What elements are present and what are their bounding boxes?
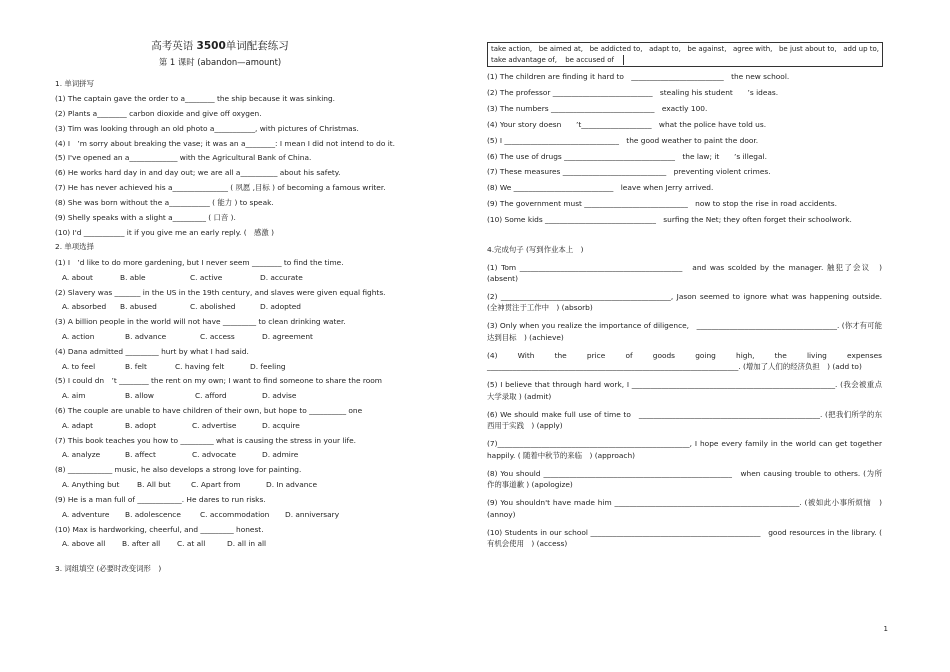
mcq-question: (6) The couple are unable to have children of their own, but hope to __________ one (55, 406, 363, 415)
mcq-options (62, 481, 385, 490)
mcq-options (62, 274, 385, 283)
mcq-option: B. abused (120, 302, 157, 312)
section-3-heading: 3. 词组填空 (必要时改变词形 ) (55, 564, 162, 574)
phrase-bank-entry: adapt to, (649, 45, 681, 53)
mcq-question: (3) A billion people in the world will not have _________ to clean drinking water. (55, 317, 346, 327)
mcq-option: D. advise (262, 391, 297, 401)
section-1-heading: 1. 单词拼写 (55, 78, 94, 88)
mcq-option: D. agreement (262, 331, 313, 341)
sentence-item: (8) You should ___________________________________________________ when causing trouble to others. (为所作的事道歉 ) (apologize) (487, 468, 882, 490)
mcq-option: D. In advance (266, 480, 318, 490)
mcq-option: C. active (190, 272, 223, 282)
phrase-bank (487, 42, 883, 67)
mcq-option: B. advance (125, 331, 167, 341)
phrase-fill-list (487, 73, 882, 225)
spelling-item: (4) I ’m sorry about breaking the vase; it was an a________: I mean I did not intend to do it. (55, 138, 396, 148)
mcq-option: A. aim (62, 391, 86, 401)
spelling-item: (1) The captain gave the order to a________ the ship because it was sinking. (55, 94, 336, 104)
section-2-heading: 2. 单项选择 (55, 242, 94, 252)
mcq-question: (10) Max is hardworking, cheerful, and _________ honest. (55, 524, 264, 534)
mcq-option: C. at all (177, 539, 206, 549)
mcq-options (62, 451, 385, 460)
mcq-options (62, 392, 385, 401)
mcq-option: A. adapt (62, 420, 93, 430)
section-4-heading: 4.完成句子 (写到作业本上 ) (487, 245, 584, 255)
phrase-bank-entry: be addicted to, (589, 45, 643, 53)
mcq-option: A. adventure (62, 509, 110, 519)
phrase-fill-item: (1) The children are finding it hard to _________________________ the new school. (487, 72, 790, 81)
sentence-item: (9) You shouldn't have made him __________________________________________________. (被如此小事所烦恼 ) (annoy) (487, 498, 882, 519)
spelling-item: (6) He works hard day in and day out; we are all a__________ about his safety. (55, 168, 341, 178)
mcq-option: C. having felt (175, 361, 225, 371)
mcq-question: (4) Dana admitted _________ hurt by what I had said. (55, 346, 249, 356)
mcq-option: C. advertise (192, 420, 237, 430)
sentence-item: (5) I believe that through hard work, I _______________________________________________________. (我会被重点大学录取 ) (admit) (487, 380, 882, 401)
phrase-bank-entry: take action, (491, 45, 533, 53)
spelling-item: (3) Tim was looking through an old photo a___________, with pictures of Christmas. (55, 123, 359, 133)
mcq-options (62, 333, 385, 342)
mcq-option: C. advocate (192, 450, 237, 460)
phrase-bank-row (491, 55, 624, 66)
sentence-list (487, 262, 890, 550)
phrase-bank-entry: add up to, (843, 45, 879, 53)
mcq-options (62, 303, 385, 312)
mcq-option: B. felt (125, 361, 147, 371)
mcq-option: D. feeling (250, 361, 286, 371)
mcq-option: C. abolished (190, 302, 236, 312)
lesson-subtitle: 第 1 课时 (abandon—amount) (158, 57, 282, 68)
sentence-item: (4) With the price of goods going high, the living expenses ____________________________________________________________________. (增加了人们的经济负担 ) (add to) (487, 350, 890, 372)
spelling-item: (8) She was born without the a___________ ( 能力 ) to speak. (55, 197, 274, 207)
mcq-question: (5) I could dn ’t ________ the rent on my own; I want to find someone to share the room (55, 376, 382, 386)
sentence-item: (1) Tom ____________________________________________ and was scolded by the manager. 触犯了会议 ) (absent) (487, 262, 882, 284)
title-rest: 单词配套练习 (225, 40, 289, 52)
phrase-fill-item: (10) Some kids ______________________________ surfing the Net; they often forget their schoolwork. (487, 215, 852, 225)
mcq-option: B. allow (125, 391, 154, 401)
mcq-option: D. admire (262, 450, 299, 460)
right-column (487, 42, 890, 556)
phrase-fill-item: (9) The government must ____________________________ now to stop the rise in road accidents. (487, 199, 837, 209)
phrase-fill-item: (7) These measures ____________________________ preventing violent crimes. (487, 167, 771, 177)
mcq-options (62, 540, 385, 549)
mcq-option: D. acquire (262, 420, 300, 430)
mcq-option: B. able (120, 272, 146, 282)
mcq-option: C. Apart from (191, 480, 241, 490)
mcq-question: (8) ____________ music, he also develops a strong love for painting. (55, 465, 302, 475)
mcq-option: A. above all (62, 539, 106, 549)
mcq-option: C. afford (195, 391, 227, 401)
mcq-question: (1) I ’d like to do more gardening, but I never seem ________ to find the time. (55, 257, 344, 267)
mcq-option: A. about (62, 272, 93, 282)
phrase-fill-item: (8) We ___________________________ leave when Jerry arrived. (487, 183, 714, 193)
sentence-item: (3) Only when you realize the importance of diligence, ______________________________________. (你才有可能达到目标 ) (achieve) (487, 321, 882, 342)
spelling-item: (9) Shelly speaks with a slight a_________ ( 口音 ). (55, 212, 236, 222)
phrase-bank-entry: be aimed at, (538, 45, 584, 53)
mcq-option: D. all in all (227, 539, 267, 549)
title-number: 3500 (196, 40, 226, 52)
phrase-fill-item: (2) The professor ___________________________ stealing his student ’s ideas. (487, 87, 779, 97)
mcq-option: A. to feel (62, 361, 96, 371)
phrase-fill-item: (5) I _______________________________ the good weather to paint the door. (487, 135, 759, 145)
phrase-fill-item: (6) The use of drugs ______________________________ the law; it ’s illegal. (487, 151, 767, 161)
sentence-item: (7)____________________________________________________, I hope every family in the world can get together happily. ( 随着中秋节的来临 ) (approach) (487, 439, 882, 460)
page-number: 1 (883, 625, 888, 633)
mcq-options (62, 511, 385, 520)
left-column (55, 40, 396, 581)
sentence-item: (6) We should make full use of time to _________________________________________________. (把我们所学的东西用于实践 ) (apply) (487, 409, 882, 431)
phrase-bank-entry: agree with, (733, 45, 773, 53)
mcq-question: (7) This book teaches you how to _________ what is causing the stress in your life. (55, 435, 357, 445)
sentence-item: (10) Students in our school ______________________________________________ good resources in the library. ( 有机会使用 ) (access) (487, 527, 882, 548)
phrase-bank-entry: be accused of (565, 55, 614, 64)
mcq-question: (2) Slavery was _______ in the US in the 19th century, and slaves were given equal fights. (55, 287, 386, 297)
phrase-bank-entry: be just about to, (778, 45, 837, 53)
mcq-option: A. action (62, 331, 95, 341)
page-title (55, 40, 385, 52)
mcq-option: A. analyze (62, 450, 101, 460)
mcq-option: A. Anything but (62, 480, 120, 490)
mcq-option: D. anniversary (285, 509, 340, 519)
mcq-option: B. after all (122, 539, 161, 549)
mcq-option: D. accurate (260, 272, 303, 282)
mcq-question: (9) He is a man full of ____________. He dares to run risks. (55, 494, 266, 504)
phrase-fill-item: (3) The numbers ____________________________ exactly 100. (487, 103, 708, 113)
sentence-item: (2) ______________________________________________, Jason seemed to ignore what was happening outside. (全神贯注于工作中 ) (absorb) (487, 292, 882, 313)
mcq-option: B. adolescence (125, 509, 181, 519)
mcq-option: A. absorbed (62, 302, 107, 312)
phrase-bank-row (491, 44, 879, 55)
mcq-list (55, 259, 385, 549)
mcq-option: D. adopted (260, 302, 301, 312)
spelling-item: (7) He has never achieved his a_______________ ( 夙愿 ,目标 ) of becoming a famous writer. (55, 183, 386, 193)
mcq-option: B. affect (125, 450, 156, 460)
spelling-item: (5) I've opened an a_____________ with the Agricultural Bank of China. (55, 153, 312, 163)
phrase-fill-item: (4) Your story doesn ’t___________________ what the police have told us. (487, 119, 767, 129)
phrase-bank-entry: be against, (687, 45, 727, 53)
spelling-list (55, 94, 396, 237)
mcq-option: C. access (200, 331, 235, 341)
spelling-item: (10) I'd ___________ it if you give me an early reply. ( 感激 ) (55, 227, 275, 237)
mcq-options (62, 422, 385, 431)
mcq-options (62, 363, 385, 372)
title-cn: 高考英语 (151, 40, 194, 52)
phrase-bank-entry: take advantage of, (491, 55, 557, 64)
mcq-option: B. All but (137, 480, 171, 490)
mcq-option: C. accommodation (200, 509, 270, 519)
mcq-option: B. adopt (125, 420, 157, 430)
spelling-item: (2) Plants a________ carbon dioxide and give off oxygen. (55, 109, 262, 119)
